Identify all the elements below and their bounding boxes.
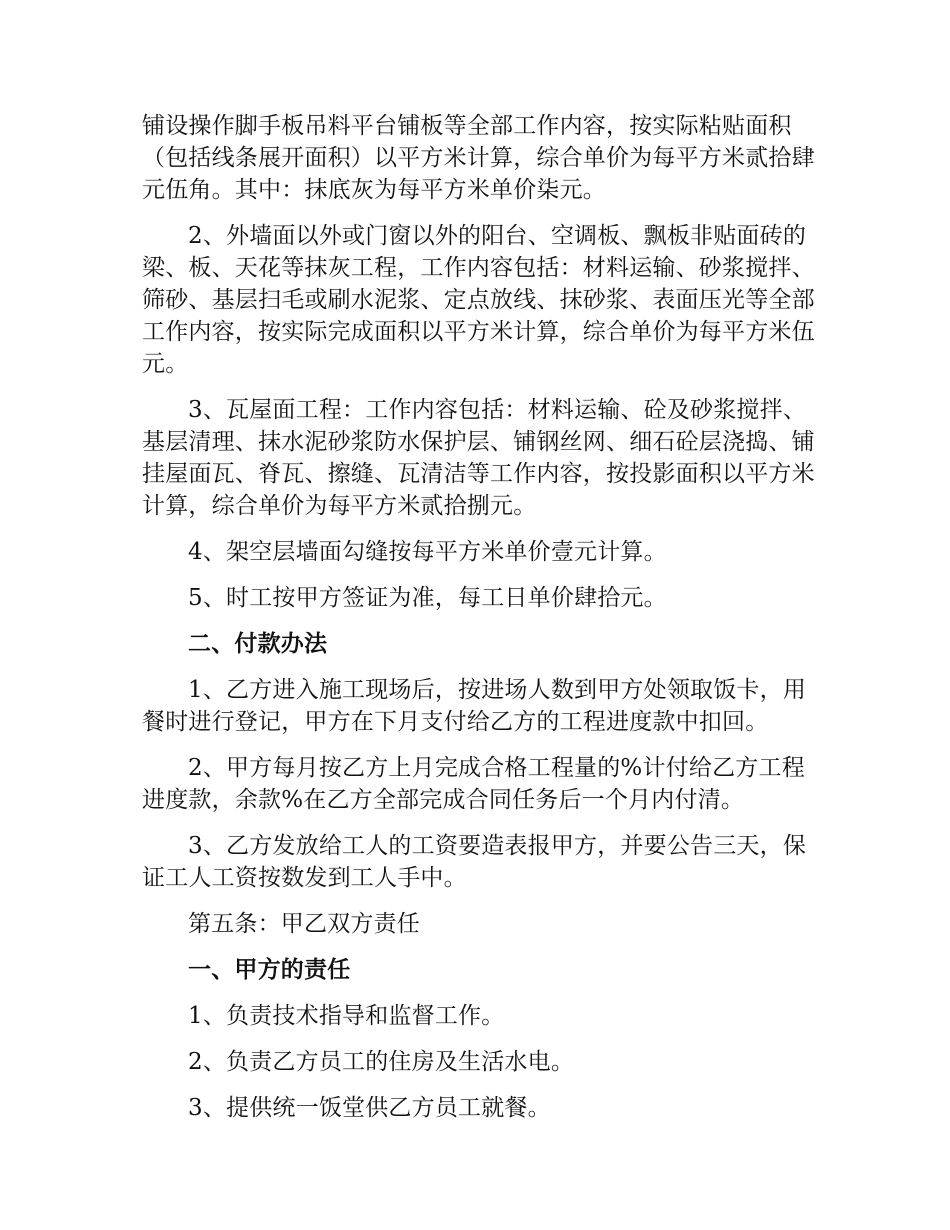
- paragraph-payment-2: 2、甲方每月按乙方上月完成合格工程量的%计付给乙方工程进度款，余款%在乙方全部完成合同任务后一个月内付清。: [142, 755, 805, 813]
- paragraph-continuation: 铺设操作脚手板吊料平台铺板等全部工作内容，按实际粘贴面积（包括线条展开面积）以平方米计算，综合单价为每平方米贰拾肆元伍角。其中：抹底灰为每平方米单价柒元。: [142, 113, 815, 203]
- paragraph-item-3-tile-roof: 3、瓦屋面工程：工作内容包括：材料运输、砼及砂浆搅拌、基层清理、抹水泥砂浆防水保护层、铺钢丝网、细石砼层浇捣、铺挂屋面瓦、脊瓦、擦缝、瓦清洁等工作内容，按投影面积以平方米计算，综合单价为每平方米贰拾捌元。: [142, 397, 815, 519]
- paragraph-item-4-pointing: 4、架空层墙面勾缝按每平方米单价壹元计算。: [188, 539, 667, 565]
- paragraph-item-5-hourly-work: 5、时工按甲方签证为准，每工日单价肆拾元。: [188, 585, 667, 611]
- paragraph-party-a-3: 3、提供统一饭堂供乙方员工就餐。: [188, 1095, 551, 1121]
- paragraph-party-a-2: 2、负责乙方员工的住房及生活水电。: [188, 1049, 575, 1075]
- document-body: [142, 110, 822, 1138]
- section-heading-party-a: 一、甲方的责任: [188, 956, 351, 983]
- section-heading-payment: 二、付款办法: [188, 630, 328, 657]
- article-heading-5: 第五条：甲乙双方责任: [188, 911, 420, 937]
- paragraph-item-2-exterior-plaster: 2、外墙面以外或门窗以外的阳台、空调板、飘板非贴面砖的梁、板、天花等抹灰工程，工作内容包括：材料运输、砂浆搅拌、筛砂、基层扫毛或刷水泥浆、定点放线、抹砂浆、表面压光等全部工作内容，按实际完成面积以平方米计算，综合单价为每平方米伍元。: [142, 223, 815, 377]
- paragraph-payment-1: 1、乙方进入施工现场后，按进场人数到甲方处领取饭卡，用餐时进行登记，甲方在下月支付给乙方的工程进度款中扣回。: [142, 677, 807, 735]
- paragraph-payment-3: 3、乙方发放给工人的工资要造表报甲方，并要公告三天，保证工人工资按数发到工人手中。: [142, 833, 807, 891]
- paragraph-party-a-1: 1、负责技术指导和监督工作。: [188, 1003, 505, 1029]
